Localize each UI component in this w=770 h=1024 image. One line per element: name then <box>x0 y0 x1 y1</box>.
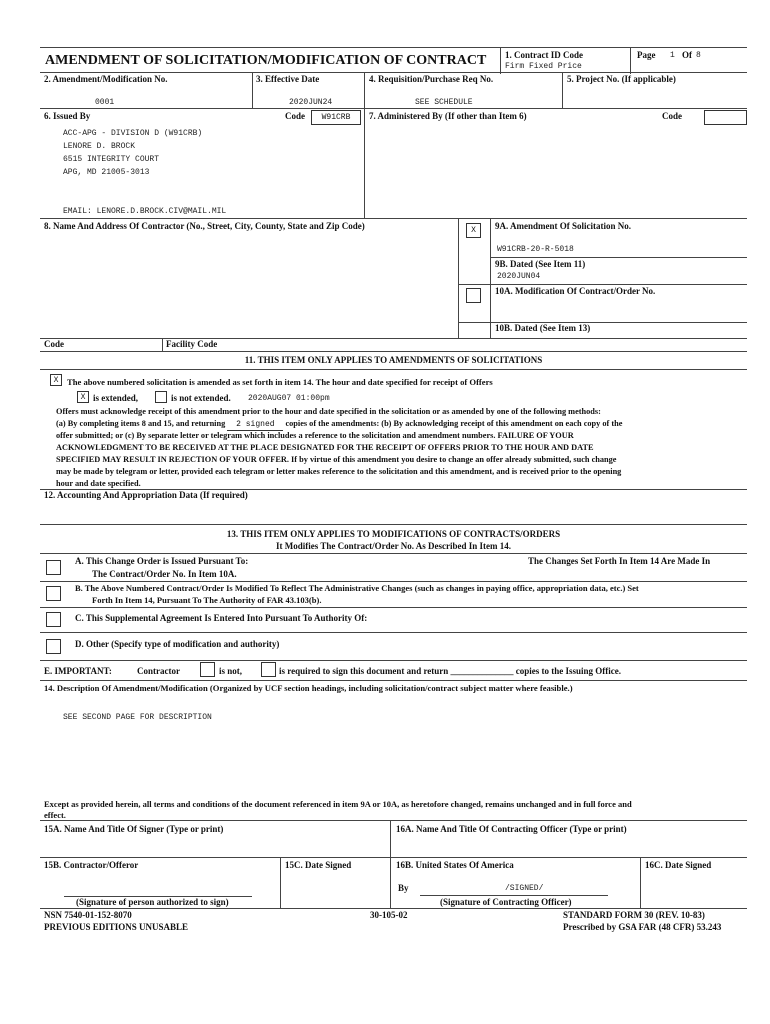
copies-value-text: 2 signed <box>236 420 275 429</box>
except-line-2: effect. <box>44 810 66 820</box>
accounting-data-label: 12. Accounting And Appropriation Data (If required) <box>44 490 248 500</box>
issued-code-box <box>311 110 361 125</box>
amendment-no-label: 2. Amendment/Modification No. <box>44 74 168 84</box>
divider <box>40 338 747 339</box>
signature-16b-caption: (Signature of Contracting Officer) <box>440 897 572 907</box>
item-11-heading: 11. THIS ITEM ONLY APPLIES TO AMENDMENTS OF SOLICITATIONS <box>244 355 543 365</box>
amendment-solicitation-value: W91CRB-20-R-5018 <box>497 245 574 254</box>
description-value: SEE SECOND PAGE FOR DESCRIPTION <box>63 713 212 722</box>
item-11-line-b2: offer submitted; or (c) By separate letter or telegram which includes a reference to the solicitation and amendment numbers. FAILURE OF YOUR <box>56 431 574 440</box>
item-13-subheading: It Modifies The Contract/Order No. As Described In Item 14. <box>276 541 511 551</box>
item-11-ack: Offers must acknowledge receipt of this amendment prior to the hour and date specified in the solicitation or as amended by one of the following methods: <box>56 407 601 416</box>
divider <box>500 47 501 74</box>
form-top-border <box>40 47 747 48</box>
footer-code: 30-105-02 <box>370 910 408 920</box>
contracting-officer-name-label: 16A. Name And Title Of Contracting Officer (Type or print) <box>396 824 627 834</box>
footer-nsn: NSN 7540-01-152-8070 <box>44 910 132 920</box>
divider <box>40 660 747 661</box>
divider <box>252 72 253 109</box>
signer-name-label: 15A. Name And Title Of Signer (Type or print) <box>44 824 224 834</box>
is-not-extended-label: is not extended. <box>171 393 231 403</box>
divider <box>490 218 491 338</box>
dated-9b-label: 9B. Dated (See Item 11) <box>495 259 586 269</box>
requisition-value: SEE SCHEDULE <box>415 98 473 107</box>
item-13a-right: The Changes Set Forth In Item 14 Are Made In <box>528 556 711 566</box>
facility-code-label: Facility Code <box>166 339 218 349</box>
contract-id-label: 1. Contract ID Code <box>505 50 583 60</box>
issued-address-line-2: LENORE D. BROCK <box>63 142 136 151</box>
amendment-no-value: 0001 <box>95 98 115 107</box>
important-label: E. IMPORTANT: <box>44 666 112 676</box>
divider <box>162 338 163 351</box>
divider <box>458 284 747 285</box>
except-line-1: Except as provided herein, all terms and conditions of the document referenced in item 9A or 10A, as heretofore changed, remains unchanged and in full force and <box>44 799 632 809</box>
issued-code-value: W91CRB <box>321 113 351 122</box>
checkbox-solicitation-amended[interactable]: X <box>50 374 62 386</box>
of-label: Of <box>682 50 692 60</box>
footer-previous-editions: PREVIOUS EDITIONS UNUSABLE <box>44 922 189 932</box>
divider <box>640 857 641 908</box>
footer-prescribed: Prescribed by GSA FAR (48 CFR) 53.243 <box>563 922 722 932</box>
date-signed-16c-label: 16C. Date Signed <box>645 860 712 870</box>
divider <box>562 72 563 109</box>
checkbox-10a[interactable] <box>466 288 481 303</box>
checkbox-13b[interactable] <box>46 586 61 601</box>
signature-15b-caption: (Signature of person authorized to sign) <box>76 897 229 907</box>
divider <box>40 524 747 525</box>
divider <box>490 257 747 258</box>
dated-10b-label: 10B. Dated (See Item 13) <box>495 323 591 333</box>
footer-form-name: STANDARD FORM 30 (REV. 10-83) <box>563 910 705 920</box>
issued-code-label: Code <box>285 111 305 121</box>
issued-address-line-1: ACC-APG - DIVISION D (W91CRB) <box>63 129 203 138</box>
administered-by-label: 7. Administered By (If other than Item 6) <box>369 111 527 121</box>
item-13a-line-2: The Contract/Order No. In Item 10A. <box>92 569 237 579</box>
checkbox-is-not[interactable] <box>200 662 215 677</box>
administered-code-box <box>704 110 747 125</box>
contractor-label: 8. Name And Address Of Contractor (No., Street, City, County, State and Zip Code) <box>44 221 365 231</box>
checkbox-is-extended[interactable]: X <box>77 391 89 403</box>
by-label: By <box>398 883 409 893</box>
divider <box>458 218 459 338</box>
item-13b-line-2: Forth In Item 14, Pursuant To The Authority of FAR 43.103(b). <box>92 595 322 605</box>
item-13a-line-1: A. This Change Order is Issued Pursuant To: <box>75 556 249 566</box>
issued-address-line-4: APG, MD 21005-3013 <box>63 168 150 177</box>
divider <box>280 857 281 908</box>
item-11-line-b6: hour and date specified. <box>56 479 141 488</box>
signature-line-16b <box>420 895 608 896</box>
contractor-offeror-label: 15B. Contractor/Offeror <box>44 860 139 870</box>
item-13d-line: D. Other (Specify type of modification and authority) <box>75 639 280 649</box>
important-is-required: is required to sign this document and return ______________ copies to the Issuing Office. <box>279 666 622 676</box>
dated-9b-value: 2020JUN04 <box>497 272 541 281</box>
page-label: Page <box>637 50 656 60</box>
contractor-code-label: Code <box>44 339 64 349</box>
amendment-solicitation-label: 9A. Amendment Of Solicitation No. <box>495 221 631 231</box>
checkbox-is-not-extended[interactable] <box>155 391 167 403</box>
divider <box>40 369 747 370</box>
divider <box>40 632 747 633</box>
divider <box>40 108 747 109</box>
requisition-label: 4. Requisition/Purchase Req No. <box>369 74 494 84</box>
important-is-not: is not, <box>219 666 243 676</box>
contract-id-value: Firm Fixed Price <box>505 62 582 71</box>
method-a-post: copies of the amendments: (b) By acknowledging receipt of this amendment on each copy of the <box>285 419 623 428</box>
administered-code-label: Code <box>662 111 682 121</box>
item-11-line-1: The above numbered solicitation is amended as set forth in item 14. The hour and date specified for receipt of Offers <box>67 377 493 387</box>
issued-address-line-3: 6515 INTEGRITY COURT <box>63 155 160 164</box>
modification-contract-label: 10A. Modification Of Contract/Order No. <box>495 286 656 296</box>
divider <box>364 108 365 218</box>
project-no-label: 5. Project No. (If applicable) <box>567 74 676 84</box>
method-a-pre: (a) By completing items 8 and 15, and returning <box>56 419 226 428</box>
divider <box>40 553 747 554</box>
divider <box>40 581 747 582</box>
divider <box>630 47 631 74</box>
signed-value: /SIGNED/ <box>505 884 544 893</box>
is-extended-label: is extended, <box>93 393 138 403</box>
item-11-line-b5: may be made by telegram or letter, provided each telegram or letter makes reference to the solicitation and this amendment, and is received prior to the opening <box>56 467 622 476</box>
divider <box>40 820 747 821</box>
page-number: 1 <box>670 51 675 60</box>
issued-email: EMAIL: LENORE.D.BROCK.CIV@MAIL.MIL <box>63 207 227 216</box>
description-label: 14. Description Of Amendment/Modification (Organized by UCF section headings, including solicitation/contract subject matter where feasible.) <box>44 683 573 693</box>
item-13-heading: 13. THIS ITEM ONLY APPLIES TO MODIFICATIONS OF CONTRACTS/ORDERS <box>226 529 561 539</box>
checkbox-13d[interactable] <box>46 639 61 654</box>
item-11-line-b4: SPECIFIED MAY RESULT IN REJECTION OF YOUR OFFER. If by virtue of this amendment you desire to change an offer already submitted, such change <box>56 455 617 464</box>
important-contractor: Contractor <box>137 666 180 676</box>
checkbox-13c[interactable] <box>46 612 61 627</box>
item-11-line-b3: ACKNOWLEDGMENT TO BE RECEIVED AT THE PLACE DESIGNATED FOR THE RECEIPT OF OFFERS PRIOR TO THE HOUR AND DATE <box>56 443 594 452</box>
issued-by-label: 6. Issued By <box>44 111 91 121</box>
divider <box>40 908 747 909</box>
divider <box>40 351 747 352</box>
checkbox-9a[interactable]: X <box>466 223 481 238</box>
divider <box>40 680 747 681</box>
checkbox-is-required[interactable] <box>261 662 276 677</box>
offer-due-date: 2020AUG07 01:00pm <box>248 394 330 403</box>
page-total: 8 <box>696 51 701 60</box>
divider <box>390 820 391 908</box>
effective-date-value: 2020JUN24 <box>289 98 333 107</box>
divider <box>40 607 747 608</box>
divider <box>40 218 747 219</box>
date-signed-15c-label: 15C. Date Signed <box>285 860 352 870</box>
effective-date-label: 3. Effective Date <box>256 74 320 84</box>
usa-label: 16B. United States Of America <box>396 860 514 870</box>
item-13b-line-1: B. The Above Numbered Contract/Order Is Modified To Reflect The Administrative Changes (such as changes in paying office, appropriation data, etc.) Set <box>75 583 639 593</box>
item-13c-line: C. This Supplemental Agreement Is Entered Into Pursuant To Authority Of: <box>75 613 368 623</box>
checkbox-13a[interactable] <box>46 560 61 575</box>
form-title: AMENDMENT OF SOLICITATION/MODIFICATION OF CONTRACT <box>45 53 487 68</box>
divider <box>364 72 365 109</box>
divider <box>40 72 747 73</box>
